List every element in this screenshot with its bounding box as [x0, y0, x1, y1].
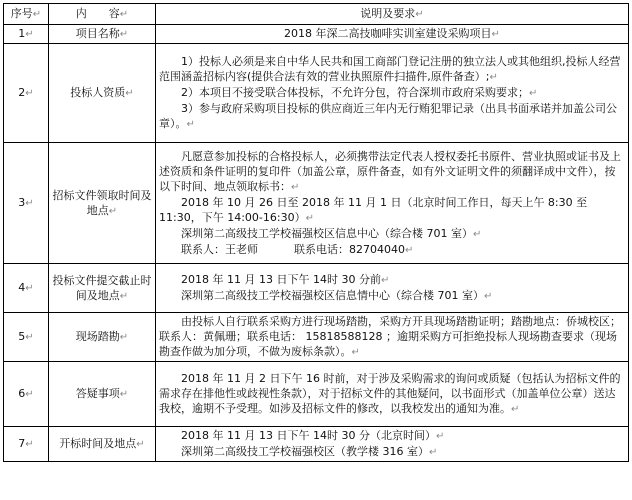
table-row	[4, 25, 629, 44]
table-row	[4, 44, 629, 143]
desc-line: 联系人：王老师 联系电话：82704040↵	[181, 242, 414, 256]
row-num: 3↵	[4, 143, 49, 264]
desc-line: 深圳第二高级技工学校福强校区信息中心（综合楼 701 室）↵	[181, 226, 482, 240]
row-item: 项目名称↵	[49, 25, 156, 44]
row-desc	[156, 264, 629, 313]
row-num: 6↵	[4, 362, 49, 427]
procurement-requirements-table	[3, 3, 629, 462]
row-num: 1↵	[4, 25, 49, 44]
table-row	[4, 362, 629, 427]
row-num: 5↵	[4, 313, 49, 362]
row-desc	[156, 143, 629, 264]
desc-line: 由投标人自行联系采购方进行现场踏勘，采购方开具现场踏勘证明；踏勘地点：侨城校区；联系人：黄佩珊；联系电话： 15818588128 ；逾期采购方可拒绝投标人现场勘查要求（现场勘查作做为加分项，不做为废标条款）。↵	[159, 315, 621, 358]
row-num: 7↵	[4, 427, 49, 462]
row-desc	[156, 44, 629, 143]
row-desc	[156, 313, 629, 362]
row-num: 2↵	[4, 44, 49, 143]
desc-line: 2018 年 10 月 26 日至 2018 年 11 月 1 日（北京时间工作日，每天上午 8:30 至 11:30，下午 14:00-16:30）↵	[159, 195, 588, 224]
desc-line: 1）投标人必须是来自中华人民共和国工商部门登记注册的独立法人或其他组织,投标人经营范围涵盖招标内容(提供合法有效的营业执照原件扫描件,原件备查）;↵	[159, 55, 621, 83]
desc-line: 凡愿意参加投标的合格投标人，必须携带法定代表人授权委托书原件、营业执照或证书及上述资质和条件证明的复印件（加盖公章，原件备查，如有外文证明文件的须翻译成中文件），按以下时间、地点领取标书：↵	[159, 149, 621, 193]
table-row	[4, 264, 629, 313]
desc-line: 3）参与政府采购项目投标的供应商近三年内无行贿犯罪记录（出具书面承诺并加盖公司公章）。↵	[159, 102, 617, 130]
desc-line: 2018 年 11 月 2 日下午 16 时前，对于涉及采购需求的询问或质疑（包括认为招标文件的需求存在排他性或歧视性条款），对于招标文件的其他疑问，以书面形式（加盖单位公章）送达我校，逾期不予受理。如涉及招标文件的修改，以我校发出的通知为准。↵	[159, 372, 621, 415]
table-row	[4, 143, 629, 264]
row-item: 现场踏勘↵	[49, 313, 156, 362]
table-row	[4, 313, 629, 362]
table-row	[4, 427, 629, 462]
row-desc: 2018 年深二高技咖啡实训室建设采购项目↵	[156, 25, 629, 44]
row-desc	[156, 362, 629, 427]
desc-line: 2018 年 11 月 13 日下午 14时 30 分（北京时间）↵	[181, 429, 445, 442]
desc-line: 2018 年 11 月 13 日下午 14时 30 分前↵	[181, 273, 390, 286]
row-item: 答疑事项↵	[49, 362, 156, 427]
row-desc	[156, 427, 629, 462]
header-num: 序号↵	[4, 4, 49, 25]
row-item: 投标文件提交截止时间及地点↵	[49, 264, 156, 313]
row-num: 4↵	[4, 264, 49, 313]
row-item: 开标时间及地点↵	[49, 427, 156, 462]
row-item: 招标文件领取时间及地点↵	[49, 143, 156, 264]
table-header-row	[4, 4, 629, 25]
desc-line: 2）本项目不接受联合体投标，不允许分包，符合深圳市政府采购要求；↵	[181, 86, 538, 99]
desc-line: 深圳第二高级技工学校福强校区信息情中心（综合楼 701 室）↵	[181, 289, 493, 302]
header-desc: 说明及要求↵	[156, 4, 629, 25]
row-item: 投标人资质↵	[49, 44, 156, 143]
header-item: 内 容↵	[49, 4, 156, 25]
desc-line: 深圳第二高级技工学校福强校区（教学楼 316 室）↵	[181, 445, 438, 458]
